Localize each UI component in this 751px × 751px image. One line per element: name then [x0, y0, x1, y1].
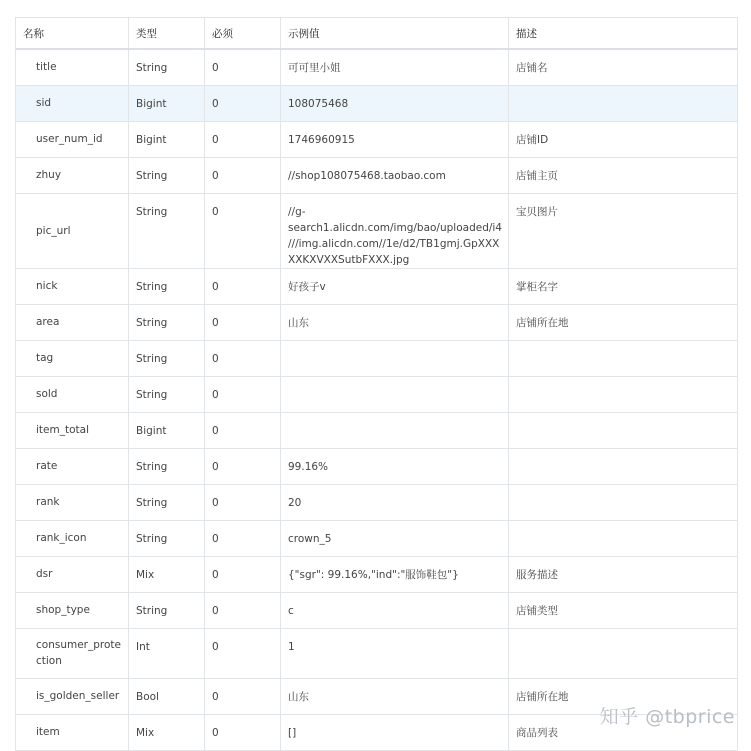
cell-name: pic_url: [16, 193, 129, 268]
cell-required: 0: [205, 556, 281, 592]
header-description: 描述: [509, 18, 738, 50]
cell-description: 店铺所在地: [509, 678, 738, 714]
table-row: [16, 412, 738, 448]
field-table: [15, 17, 738, 751]
cell-example: 1746960915: [281, 121, 509, 157]
cell-name: shop_type: [16, 592, 129, 628]
header-name: 名称: [16, 18, 129, 50]
cell-type: String: [129, 592, 205, 628]
cell-required: 0: [205, 412, 281, 448]
cell-required: 0: [205, 484, 281, 520]
cell-example: 1: [281, 628, 509, 678]
cell-example: //shop108075468.taobao.com: [281, 157, 509, 193]
cell-name: nick: [16, 268, 129, 304]
table-body: [16, 49, 738, 750]
cell-description: 店铺类型: [509, 592, 738, 628]
cell-type: String: [129, 448, 205, 484]
cell-name: item_total: [16, 412, 129, 448]
cell-name: consumer_protection: [16, 628, 129, 678]
cell-type: Bigint: [129, 412, 205, 448]
header-required: 必须: [205, 18, 281, 50]
table-row: [16, 85, 738, 121]
cell-type: Bigint: [129, 85, 205, 121]
cell-description: [509, 628, 738, 678]
table-row: [16, 304, 738, 340]
cell-type: Mix: [129, 556, 205, 592]
cell-type: String: [129, 484, 205, 520]
cell-required: 0: [205, 340, 281, 376]
table-row: [16, 157, 738, 193]
cell-example: crown_5: [281, 520, 509, 556]
cell-example: []: [281, 714, 509, 750]
cell-description: 店铺所在地: [509, 304, 738, 340]
cell-example: c: [281, 592, 509, 628]
cell-description: [509, 484, 738, 520]
cell-required: 0: [205, 268, 281, 304]
cell-example: [281, 340, 509, 376]
table-row: [16, 376, 738, 412]
table-row: [16, 628, 738, 678]
cell-name: sid: [16, 85, 129, 121]
cell-description: [509, 448, 738, 484]
table-row: [16, 49, 738, 85]
cell-name: title: [16, 49, 129, 85]
table-row: [16, 556, 738, 592]
cell-name: rank_icon: [16, 520, 129, 556]
cell-example: 山东: [281, 678, 509, 714]
cell-name: user_num_id: [16, 121, 129, 157]
cell-description: 掌柜名字: [509, 268, 738, 304]
cell-example: [281, 412, 509, 448]
cell-required: 0: [205, 448, 281, 484]
table-row: [16, 268, 738, 304]
watermark: 知乎 @tbprice: [599, 706, 735, 728]
cell-example: 20: [281, 484, 509, 520]
table-row: [16, 592, 738, 628]
cell-name: dsr: [16, 556, 129, 592]
cell-example: 99.16%: [281, 448, 509, 484]
cell-required: 0: [205, 520, 281, 556]
cell-name: area: [16, 304, 129, 340]
cell-required: 0: [205, 678, 281, 714]
cell-name: rate: [16, 448, 129, 484]
table-row: [16, 193, 738, 268]
cell-example: 108075468: [281, 85, 509, 121]
field-table-container: [15, 17, 737, 751]
cell-description: [509, 520, 738, 556]
cell-example: [281, 376, 509, 412]
cell-required: 0: [205, 592, 281, 628]
cell-name: sold: [16, 376, 129, 412]
cell-required: 0: [205, 376, 281, 412]
cell-name: rank: [16, 484, 129, 520]
header-type: 类型: [129, 18, 205, 50]
cell-required: 0: [205, 157, 281, 193]
cell-required: 0: [205, 628, 281, 678]
cell-example: 好孩子v: [281, 268, 509, 304]
table-row: [16, 484, 738, 520]
cell-name: zhuy: [16, 157, 129, 193]
cell-name: is_golden_seller: [16, 678, 129, 714]
cell-description: [509, 412, 738, 448]
table-row: [16, 121, 738, 157]
cell-name: item: [16, 714, 129, 750]
cell-example: //g-search1.alicdn.com/img/bao/uploaded/i4///img.alicdn.com//1e/d2/TB1gmj.GpXXXXXKXVXXSutbFXXX.jpg: [281, 193, 509, 268]
cell-required: 0: [205, 304, 281, 340]
cell-example: 山东: [281, 304, 509, 340]
cell-required: 0: [205, 49, 281, 85]
cell-description: 店铺主页: [509, 157, 738, 193]
cell-type: String: [129, 304, 205, 340]
cell-type: Mix: [129, 714, 205, 750]
cell-description: 店铺名: [509, 49, 738, 85]
header-example: 示例值: [281, 18, 509, 50]
cell-description: [509, 85, 738, 121]
cell-type: Int: [129, 628, 205, 678]
table-row: [16, 340, 738, 376]
cell-type: String: [129, 520, 205, 556]
cell-type: String: [129, 340, 205, 376]
cell-description: 商品列表: [509, 714, 738, 750]
cell-name: tag: [16, 340, 129, 376]
cell-required: 0: [205, 85, 281, 121]
cell-type: String: [129, 49, 205, 85]
cell-type: Bigint: [129, 121, 205, 157]
cell-type: String: [129, 157, 205, 193]
cell-example: 可可里小姐: [281, 49, 509, 85]
cell-description: [509, 376, 738, 412]
cell-type: Bool: [129, 678, 205, 714]
cell-required: 0: [205, 714, 281, 750]
cell-description: 服务描述: [509, 556, 738, 592]
table-row: [16, 520, 738, 556]
cell-type: String: [129, 376, 205, 412]
cell-required: 0: [205, 121, 281, 157]
cell-example: {"sgr": 99.16%,"ind":"服饰鞋包"}: [281, 556, 509, 592]
cell-description: [509, 340, 738, 376]
table-header-row: [16, 18, 738, 50]
cell-description: 店铺ID: [509, 121, 738, 157]
cell-description: 宝贝图片: [509, 193, 738, 268]
cell-required: 0: [205, 193, 281, 268]
table-row: [16, 448, 738, 484]
cell-type: String: [129, 268, 205, 304]
cell-type: String: [129, 193, 205, 268]
